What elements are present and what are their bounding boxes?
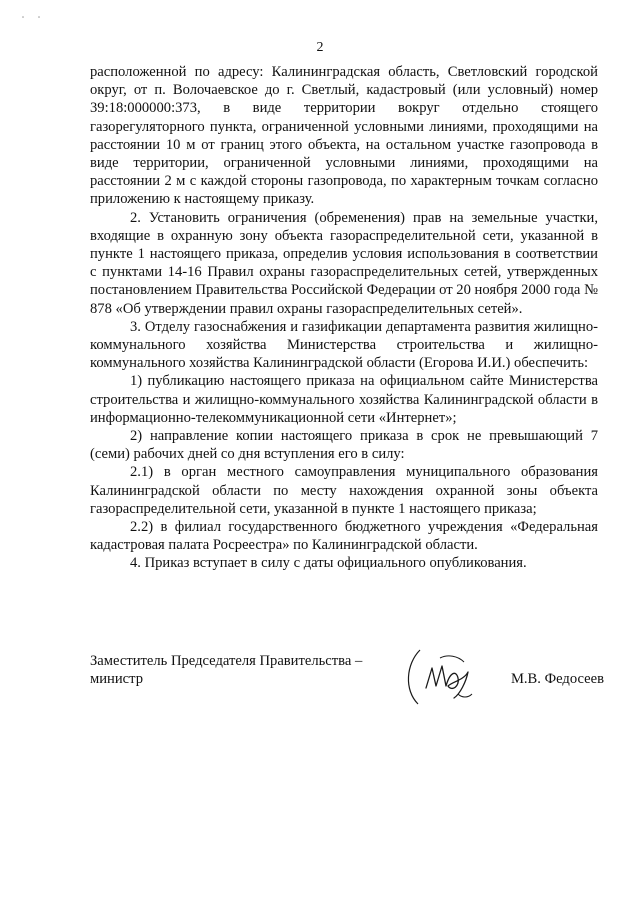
paragraph-subitem-2-1: 2.1) в орган местного самоуправления муниципального образования Калининградской области по месту нахождения охранной зоны объекта газораспределительной сети, указанной в пункте 1 настоящего приказа;: [90, 464, 598, 517]
signatory-title: [90, 652, 390, 688]
document-body: [90, 63, 598, 573]
page-number: 2: [316, 40, 324, 55]
paragraph-item-4: 4. Приказ вступает в силу с даты официального опубликования.: [130, 555, 527, 572]
signatory-title-line1: Заместитель Председателя Правительства –: [90, 653, 363, 669]
paragraph-item-3: 3. Отделу газоснабжения и газификации департамента развития жилищно-коммунального хозяйства Министерства строительства и жилищно-коммунального хозяйства Калининградской области (Егорова И.И.) обеспечить:: [90, 318, 598, 372]
signature-block: [90, 652, 604, 722]
paragraph-item-2: 2. Установить ограничения (обременения) прав на земельные участки, входящие в охранную зону объекта газораспределительной сети, указанной в пункте 1 настоящего приказа, определив условия использования в соответствии с пунктами 14-16 Правил охраны газораспределительных сетей, утвержденных постановлением Правительства Российской Федерации от 20 ноября 2000 года № 878 «Об утверждении правил охраны газораспределительных сетей».: [90, 209, 598, 317]
signatory-title-line2: министр: [90, 671, 143, 688]
paragraph-subitem-2-2: 2.2) в филиал государственного бюджетного учреждения «Федеральная кадастровая палата Росреестра» по Калининградской области.: [90, 519, 598, 554]
paragraph-subitem-2: 2) направление копии настоящего приказа в срок не превышающий 7 (семи) рабочих дней со дня вступления его в силу:: [90, 428, 598, 463]
paragraph-subitem-1: 1) публикацию настоящего приказа на официальном сайте Министерства строительства и жилищно-коммунального хозяйства Калининградской области в информационно-телекоммуникационной сети «Интернет»;: [90, 373, 598, 426]
signatory-name: М.В. Федосеев: [510, 671, 604, 687]
scan-artifact-icon: [20, 14, 44, 20]
paragraph-continuation: расположенной по адресу: Калининградская область, Светловский городской округ, от п. Волочаевское до г. Светлый, кадастровый (или условный) номер 39:18:000000:373, в виде территории вокруг отдельно стоящего газорегуляторного пункта, ограниченной условными линиями, проходящими на расстоянии 10 м от границ этого объекта, на остальном участке газопровода в виде территории, ограниченной условными линиями, проходящими на расстоянии 2 м с каждой стороны газопровода, по характерным точкам согласно приложению к настоящему приказу.: [90, 64, 598, 208]
handwritten-signature-icon: [402, 642, 482, 712]
